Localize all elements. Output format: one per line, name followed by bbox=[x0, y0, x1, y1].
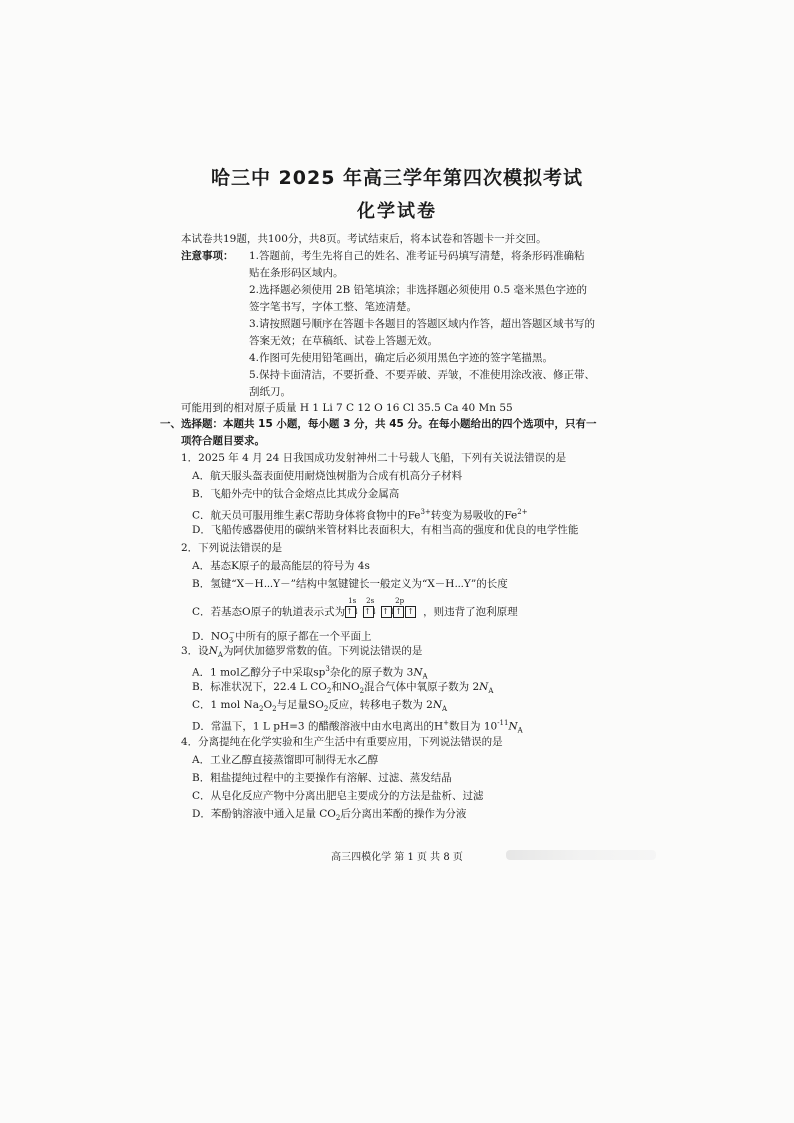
note-3-line1: 3.请按照题号顺序在答题卡各题目的答题区域内作答，超出答题区域书写的 bbox=[249, 318, 596, 330]
note-2-line1: 2.选择题必须使用 2B 铅笔填涂；非选择题必须使用 0.5 毫米黑色字迹的 bbox=[249, 284, 587, 296]
exam-title: 哈三中 2025 年高三学年第四次模拟考试 bbox=[210, 167, 584, 189]
orbital-1s: 1s ↑↓ bbox=[346, 597, 360, 616]
q4-option-b: B．粗盐提纯过程中的主要操作有溶解、过滤、蒸发结晶 bbox=[192, 772, 452, 784]
q1-option-d: D．飞船传感器使用的碳纳米管材料比表面积大，有相当高的强度和优良的电学性能 bbox=[192, 524, 579, 536]
q2-option-b: B．氢键“X－H⋯Y－”结构中氢键键长一般定义为“X－H⋯Y”的长度 bbox=[192, 578, 508, 590]
atomic-masses: 可能用到的相对原子质量 H 1 Li 7 C 12 O 16 Cl 35.5 Ca 40 Mn 55 bbox=[181, 402, 513, 414]
q4-option-c: C．从皂化反应产物中分离出肥皂主要成分的方法是盐析、过滤 bbox=[192, 790, 484, 802]
notes-label: 注意事项： bbox=[181, 250, 234, 262]
q1-option-b: B．飞船外壳中的钛合金熔点比其成分金属高 bbox=[192, 488, 400, 500]
intro-text: 本试卷共19题，共100分，共8页。考试结束后，将本试卷和答题卡一并交回。 bbox=[181, 233, 547, 245]
q3-option-a: A．1 mol乙醇分子中采取$sp^3$杂化的原子数为 $3N_A$ bbox=[192, 665, 428, 681]
watermark-smudge bbox=[506, 850, 656, 860]
note-1-line2: 贴在条形码区域内。 bbox=[249, 267, 344, 279]
q2-option-d: D．$NO_3^-$中所有的原子都在一个平面上 bbox=[192, 629, 372, 645]
note-5-line2: 刮纸刀。 bbox=[249, 386, 291, 398]
q1-stem: 1．2025 年 4 月 24 日我国成功发射神州二十号载人飞船，下列有关说法错误的是 bbox=[181, 452, 567, 464]
q2-option-a: A．基态K原子的最高能层的符号为 4s bbox=[192, 560, 370, 572]
q2-stem: 2．下列说法错误的是 bbox=[181, 542, 283, 554]
note-5-line1: 5.保持卡面清洁，不要折叠、不要弄破、弄皱，不准使用涂改液、修正带、 bbox=[249, 369, 596, 381]
orbital-2p: 2p ↑↓↑ ↑ bbox=[381, 606, 417, 619]
q4-option-d: D．苯酚钠溶液中通入足量 $CO_2$后分离出苯酚的操作为分液 bbox=[192, 808, 467, 823]
note-4: 4.作图可先使用铅笔画出，确定后必须用黑色字迹的签字笔描黑。 bbox=[249, 352, 554, 364]
q1-option-a: A．航天服头盔表面使用耐烧蚀树脂为合成有机高分子材料 bbox=[192, 470, 463, 482]
q3-option-d: D．常温下，1 L pH=3 的醋酸溶液中由水电离出的H+数目为 $10^{-11}N_A$ bbox=[192, 719, 523, 735]
section1-line2: 项符合题目要求。 bbox=[181, 435, 265, 447]
q2-option-c: C．若基态O原子的轨道表示式为 1s ↑↓ 2s ↑↓ 2p ↑↓↑ ↑ ，则违背了泡利原理 bbox=[192, 597, 518, 618]
q3-option-c: C．1 mol $Na_2O_2$与足量$SO_2$反应，转移电子数为 $2N_A$ bbox=[192, 699, 448, 714]
note-2-line2: 签字笔书写，字体工整、笔迹清楚。 bbox=[249, 301, 417, 313]
q3-option-b: B．标准状况下，22.4 L $CO_2$和$NO_2$混合气体中氧原子数为 $2N_A$ bbox=[192, 681, 494, 696]
q4-stem: 4．分离提纯在化学实验和生产生活中有重要应用，下列说法错误的是 bbox=[181, 736, 503, 748]
page-footer: 高三四模化学 第 1 页 共 8 页 bbox=[331, 852, 463, 863]
q3-stem: 3．设$N_A$为阿伏加德罗常数的值。下列说法错误的是 bbox=[181, 645, 423, 660]
exam-subtitle: 化学试卷 bbox=[357, 201, 437, 222]
note-3-line2: 答案无效；在草稿纸、试卷上答题无效。 bbox=[249, 335, 438, 347]
q1-option-c: C．航天员可服用维生素C帮助身体将食物中的$Fe^{3+}$转变为易吸收的$Fe^{2+}$ bbox=[192, 508, 528, 522]
section1-line1: 一、选择题：本题共 15 小题，每小题 3 分，共 45 分。在每小题给出的四个选项中，只有一 bbox=[160, 418, 597, 430]
orbital-2s: 2s ↑↓ bbox=[364, 597, 378, 616]
q4-option-a: A．工业乙醇直接蒸馏即可制得无水乙醇 bbox=[192, 754, 379, 766]
note-1-line1: 1.答题前，考生先将自己的姓名、准考证号码填写清楚，将条形码准确粘 bbox=[249, 250, 585, 262]
